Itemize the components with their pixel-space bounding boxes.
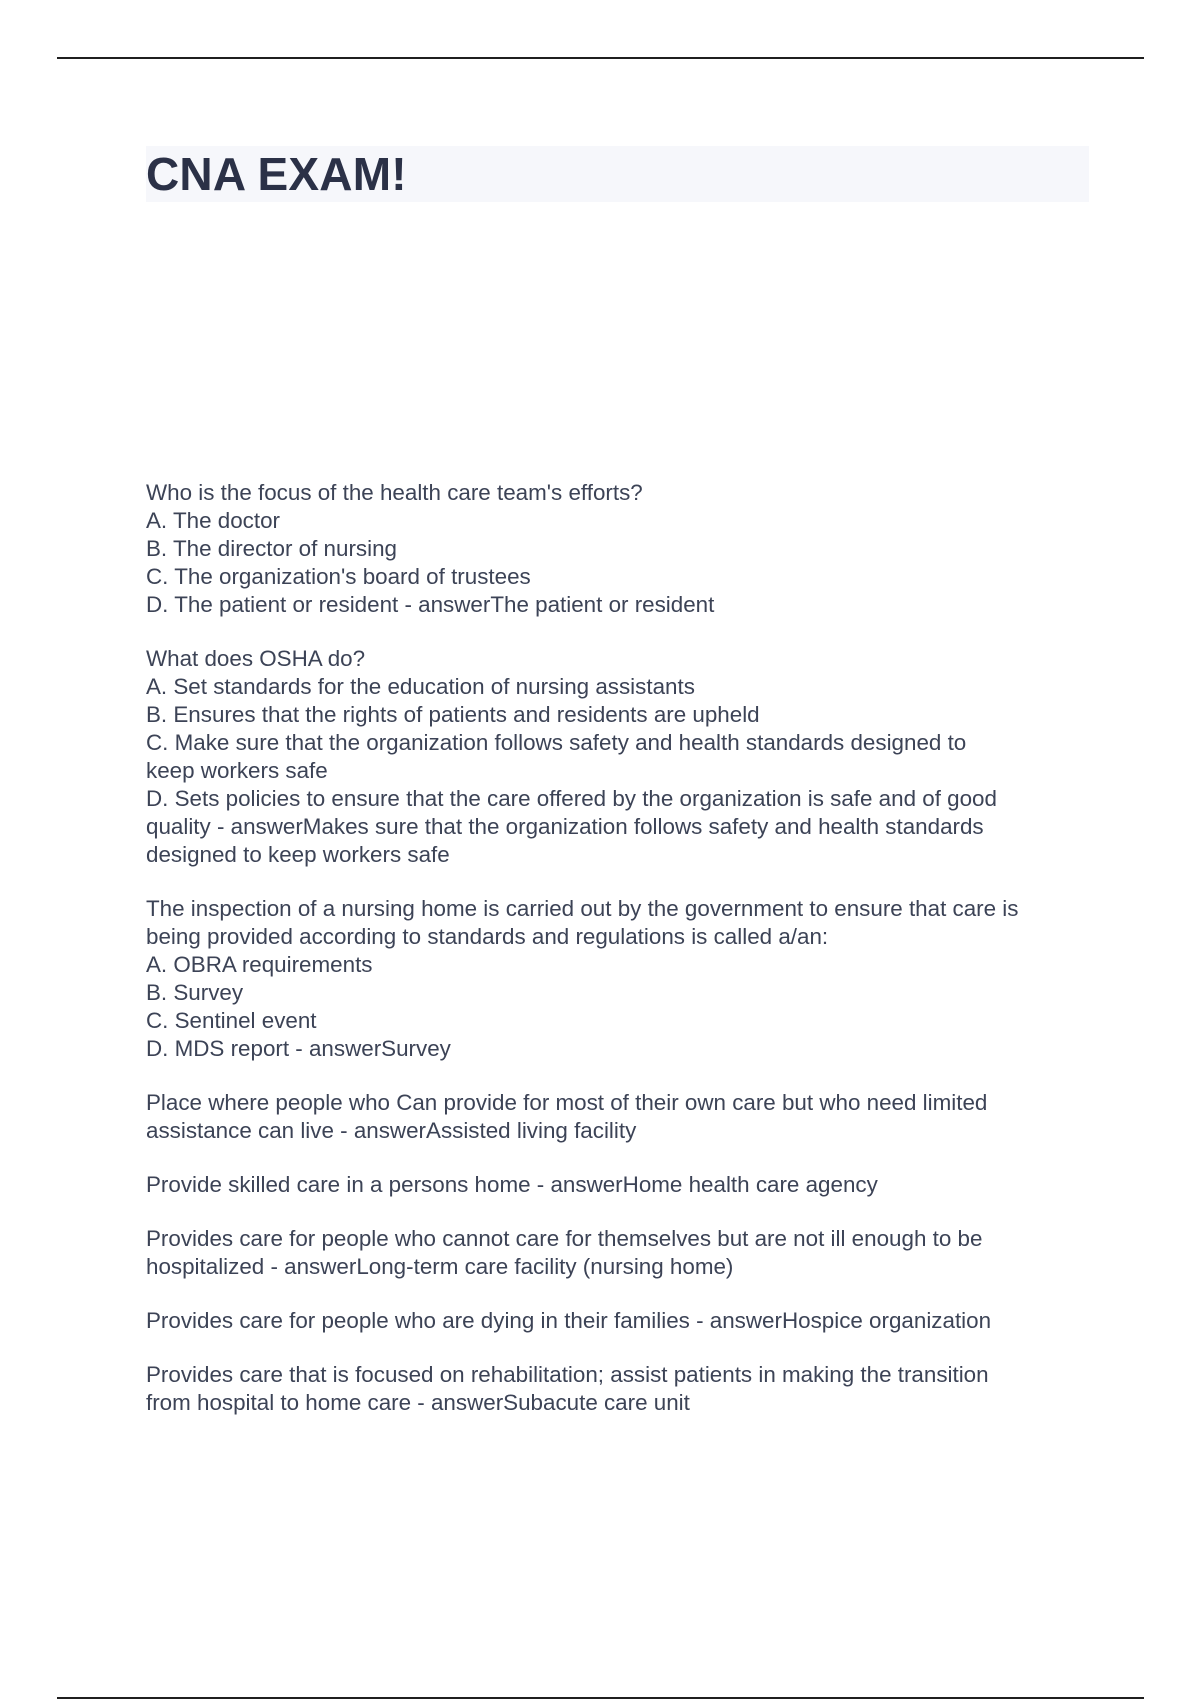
answer-line: D. MDS report - answerSurvey: [146, 1036, 451, 1061]
question-line: Provides care for people who cannot care for themselves but are not ill enough to be: [146, 1226, 983, 1251]
question-block: [146, 1089, 1096, 1145]
answer-line: D. The patient or resident - answerThe patient or resident: [146, 592, 715, 617]
answer-line: from hospital to home care - answerSubacute care unit: [146, 1390, 690, 1415]
question-line: The inspection of a nursing home is carried out by the government to ensure that care is: [146, 896, 1019, 921]
question-line: being provided according to standards and regulations is called a/an:: [146, 924, 829, 949]
question-block: [146, 1171, 1096, 1199]
answer-line: designed to keep workers safe: [146, 842, 450, 867]
option-line: B. The director of nursing: [146, 536, 397, 561]
option-line: D. Sets policies to ensure that the care offered by the organization is safe and of good: [146, 786, 997, 811]
question-block: [146, 1361, 1096, 1417]
bottom-rule: [57, 1697, 1144, 1699]
document-title: CNA EXAM!: [146, 148, 407, 200]
top-rule: [57, 57, 1144, 59]
option-line: A. The doctor: [146, 508, 281, 533]
question-block: [146, 645, 1096, 869]
question-line: Provides care that is focused on rehabilitation; assist patients in making the transition: [146, 1362, 989, 1387]
option-line: keep workers safe: [146, 758, 328, 783]
question-block: [146, 479, 1096, 619]
question-block: [146, 895, 1096, 1063]
answer-line: Provide skilled care in a persons home - answerHome health care agency: [146, 1172, 878, 1197]
option-line: C. Sentinel event: [146, 1008, 317, 1033]
question-line: Place where people who Can provide for most of their own care but who need limited: [146, 1090, 988, 1115]
option-line: C. Make sure that the organization follows safety and health standards designed to: [146, 730, 967, 755]
option-line: B. Ensures that the rights of patients and residents are upheld: [146, 702, 760, 727]
question-block: [146, 1225, 1096, 1281]
option-line: A. Set standards for the education of nursing assistants: [146, 674, 695, 699]
answer-line: Provides care for people who are dying in their families - answerHospice organization: [146, 1308, 992, 1333]
question-line: What does OSHA do?: [146, 646, 366, 671]
option-line: C. The organization's board of trustees: [146, 564, 531, 589]
answer-line: assistance can live - answerAssisted living facility: [146, 1118, 637, 1143]
answer-line: quality - answerMakes sure that the organization follows safety and health standards: [146, 814, 984, 839]
question-list: [146, 479, 1096, 1443]
question-line: Who is the focus of the health care team's efforts?: [146, 480, 643, 505]
answer-line: hospitalized - answerLong-term care facility (nursing home): [146, 1254, 734, 1279]
option-line: B. Survey: [146, 980, 244, 1005]
question-block: [146, 1307, 1096, 1335]
option-line: A. OBRA requirements: [146, 952, 373, 977]
